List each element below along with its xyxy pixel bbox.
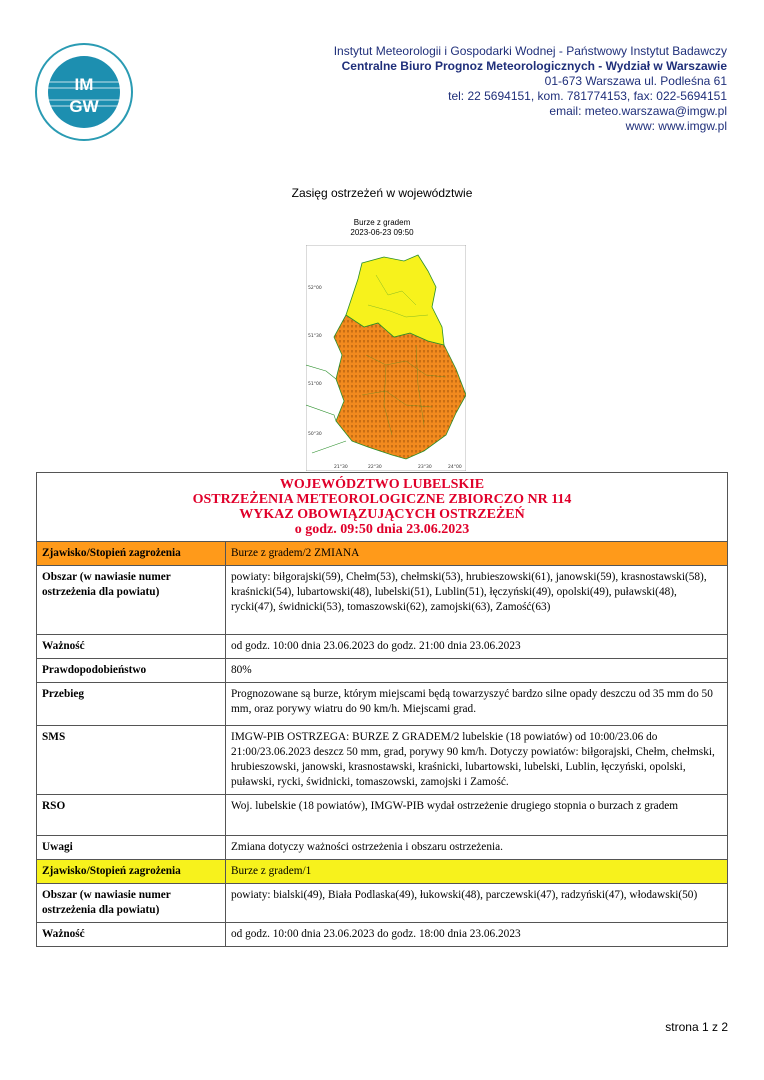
table-row	[37, 795, 728, 836]
table-row	[37, 542, 728, 566]
title-warnings: OSTRZEŻENIA METEOROLOGICZNE ZBIORCZO NR 114	[192, 492, 572, 507]
row-value: od godz. 10:00 dnia 23.06.2023 do godz. 18:00 dnia 23.06.2023	[226, 923, 728, 947]
warning-map	[306, 245, 466, 471]
row-value: powiaty: bialski(49), Biała Podlaska(49), łukowski(48), parczewski(47), radzyński(47), włodawski(50)	[226, 884, 728, 923]
title-voivodeship: WOJEWÓDZTWO LUBELSKIE	[279, 477, 485, 492]
institute-name: Instytut Meteorologii i Gospodarki Wodnej - Państwowy Instytut Badawczy	[333, 44, 727, 58]
svg-text:GW: GW	[69, 97, 99, 116]
table-row	[37, 683, 728, 726]
table-row	[37, 923, 728, 947]
table-row	[37, 884, 728, 923]
row-label: SMS	[37, 726, 226, 795]
svg-text:IM: IM	[74, 75, 94, 94]
map-lon-label: 21°30	[334, 465, 348, 470]
row-label: Ważność	[37, 635, 226, 659]
row-value: 80%	[226, 659, 728, 683]
title-list: WYKAZ OBOWIĄZUJĄCYCH OSTRZEŻEŃ	[239, 507, 525, 522]
map-lat-label: 51°30	[308, 334, 322, 339]
row-value: Burze z gradem/1	[226, 860, 728, 884]
row-value: powiaty: biłgorajski(59), Chełm(53), chełmski(53), hrubieszowski(61), janowski(59), krasnostawski(58), kraśnicki(54), lubartowski(48), lubelski(51), Lublin(51), łęczyński(49), opolski(49), puławski(48), rycki(47), świdnicki(53), tomaszowski(62), zamojski(63), Zamość(63)	[226, 566, 728, 635]
address: 01-673 Warszawa ul. Podleśna 61	[544, 74, 727, 88]
map-lat-label: 50°30	[308, 432, 322, 437]
row-label: Zjawisko/Stopień zagrożenia	[37, 542, 226, 566]
row-label: Uwagi	[37, 836, 226, 860]
website: www: www.imgw.pl	[625, 119, 727, 133]
row-label: Przebieg	[37, 683, 226, 726]
table-row	[37, 726, 728, 795]
row-label: Obszar (w nawiasie numer ostrzeżenia dla powiatu)	[37, 884, 226, 923]
map-lon-label: 24°00	[448, 465, 462, 470]
email: email: meteo.warszawa@imgw.pl	[549, 104, 727, 118]
row-value: od godz. 10:00 dnia 23.06.2023 do godz. 21:00 dnia 23.06.2023	[226, 635, 728, 659]
title-datetime: o godz. 09:50 dnia 23.06.2023	[294, 522, 470, 537]
institute-header	[334, 44, 727, 134]
phone: tel: 22 5694151, kom. 781774153, fax: 022-5694151	[448, 89, 727, 103]
row-label: Ważność	[37, 923, 226, 947]
map-lat-label: 51°00	[308, 382, 322, 387]
row-value: Woj. lubelskie (18 powiatów), IMGW-PIB wydał ostrzeżenie drugiego stopnia o burzach z gradem	[226, 795, 728, 836]
row-value: Prognozowane są burze, którym miejscami będą towarzyszyć bardzo silne opady deszczu od 35 mm do 50 mm, oraz porywy wiatru do 90 km/h. Miejscami grad.	[226, 683, 728, 726]
map-lon-label: 23°30	[418, 465, 432, 470]
table-row	[37, 635, 728, 659]
imgw-logo	[34, 42, 134, 142]
row-label: Obszar (w nawiasie numer ostrzeżenia dla powiatu)	[37, 566, 226, 635]
row-label: Prawdopodobieństwo	[37, 659, 226, 683]
map-datetime: 2023-06-23 09:50	[350, 228, 414, 237]
map-phenomenon: Burze z gradem	[353, 218, 411, 227]
row-value: Zmiana dotyczy ważności ostrzeżenia i obszaru ostrzeżenia.	[226, 836, 728, 860]
department-name: Centralne Biuro Prognoz Meteorologicznych - Wydział w Warszawie	[341, 59, 727, 73]
page-number: strona 1 z 2	[665, 1020, 728, 1034]
map-lat-label: 52°00	[308, 286, 322, 291]
map-subtitle	[300, 218, 464, 238]
row-value: IMGW-PIB OSTRZEGA: BURZE Z GRADEM/2 lubelskie (18 powiatów) od 10:00/23.06 do 21:00/23.06.2023 deszcz 50 mm, grad, porywy 90 km/h. Dotyczy powiatów: biłgorajski, Chełm, chełmski, hrubieszowski, janowski, krasnostawski, kraśnicki, lubartowski, lubelski, Lublin, łęczyński, opolski, puławski, rycki, świdnicki, tomaszowski, zamojski i Zamość.	[226, 726, 728, 795]
warnings-table	[36, 472, 728, 947]
row-label: Zjawisko/Stopień zagrożenia	[37, 860, 226, 884]
table-row	[37, 566, 728, 635]
map-lon-label: 22°30	[368, 465, 382, 470]
row-value: Burze z gradem/2 ZMIANA	[226, 542, 728, 566]
document-title	[37, 473, 728, 542]
table-row	[37, 659, 728, 683]
table-row	[37, 860, 728, 884]
table-row	[37, 836, 728, 860]
map-title: Zasięg ostrzeżeń w województwie	[291, 186, 473, 200]
row-label: RSO	[37, 795, 226, 836]
